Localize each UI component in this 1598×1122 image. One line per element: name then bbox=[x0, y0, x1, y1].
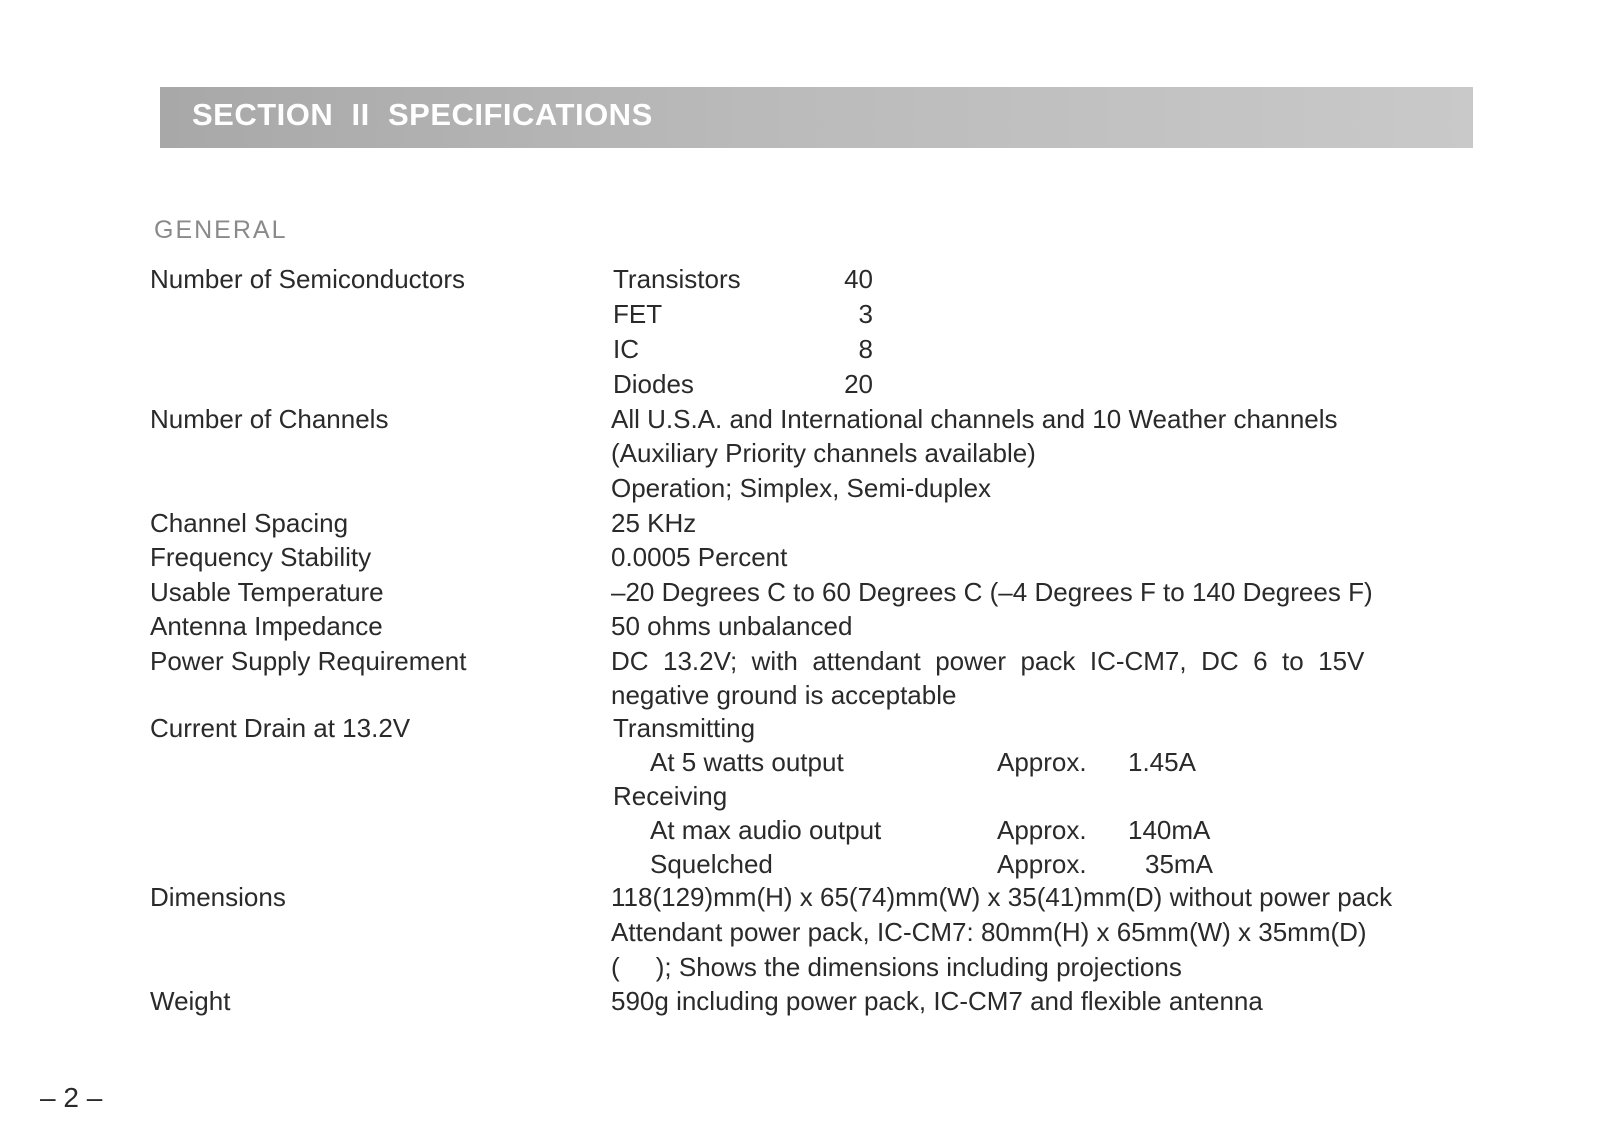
antenna-impedance-label: Antenna Impedance bbox=[150, 611, 383, 641]
frequency-stability-label: Frequency Stability bbox=[150, 542, 372, 572]
semiconductor-name: IC bbox=[613, 334, 639, 364]
semiconductor-count: 20 bbox=[844, 369, 873, 399]
drain-value: 35mA bbox=[1145, 849, 1213, 879]
semiconductor-name: FET bbox=[613, 299, 663, 329]
drain-approx: Approx. bbox=[997, 849, 1087, 879]
usable-temperature-label: Usable Temperature bbox=[150, 577, 384, 607]
transmitting-heading: Transmitting bbox=[613, 713, 756, 743]
semiconductor-count: 3 bbox=[858, 299, 873, 329]
weight-label: Weight bbox=[150, 986, 231, 1016]
drain-approx: Approx. bbox=[997, 815, 1087, 845]
drain-condition: Squelched bbox=[650, 849, 773, 879]
drain-value: 1.45A bbox=[1128, 747, 1196, 777]
semiconductor-name: Diodes bbox=[613, 369, 694, 399]
semiconductors-label: Number of Semiconductors bbox=[150, 264, 466, 294]
power-supply-line: negative ground is acceptable bbox=[611, 680, 957, 710]
current-drain-label: Current Drain at 13.2V bbox=[150, 713, 411, 743]
channel-spacing-label: Channel Spacing bbox=[150, 508, 349, 538]
semiconductor-name: Transistors bbox=[613, 264, 741, 294]
channels-line: Operation; Simplex, Semi-duplex bbox=[611, 473, 992, 503]
dimensions-line: ( ); Shows the dimensions including projections bbox=[611, 952, 1182, 982]
drain-condition: At max audio output bbox=[650, 815, 882, 845]
section-banner bbox=[160, 87, 1473, 148]
weight-value: 590g including power pack, IC-CM7 and flexible antenna bbox=[611, 986, 1263, 1016]
channels-line: (Auxiliary Priority channels available) bbox=[611, 438, 1036, 468]
semiconductor-count: 8 bbox=[858, 334, 873, 364]
drain-approx: Approx. bbox=[997, 747, 1087, 777]
power-supply-label: Power Supply Requirement bbox=[150, 646, 467, 676]
drain-value: 140mA bbox=[1128, 815, 1211, 845]
semiconductor-count: 40 bbox=[844, 264, 873, 294]
general-heading: GENERAL bbox=[154, 216, 288, 244]
dimensions-label: Dimensions bbox=[150, 882, 286, 912]
usable-temperature-value: –20 Degrees C to 60 Degrees C (–4 Degrees F to 140 Degrees F) bbox=[611, 577, 1373, 607]
page-number: – 2 – bbox=[40, 1082, 103, 1113]
drain-condition: At 5 watts output bbox=[650, 747, 844, 777]
receiving-heading: Receiving bbox=[613, 781, 728, 811]
section-title: SECTION II SPECIFICATIONS bbox=[192, 97, 653, 132]
dimensions-line: Attendant power pack, IC-CM7: 80mm(H) x 65mm(W) x 35mm(D) bbox=[611, 917, 1367, 947]
power-supply-line: DC 13.2V; with attendant power pack IC-CM7, DC 6 to 15V bbox=[611, 646, 1365, 676]
dimensions-line: 118(129)mm(H) x 65(74)mm(W) x 35(41)mm(D) without power pack bbox=[611, 882, 1393, 912]
antenna-impedance-value: 50 ohms unbalanced bbox=[611, 611, 853, 641]
channel-spacing-value: 25 KHz bbox=[611, 508, 697, 538]
frequency-stability-value: 0.0005 Percent bbox=[611, 542, 788, 572]
channels-label: Number of Channels bbox=[150, 404, 389, 434]
channels-line: All U.S.A. and International channels and 10 Weather channels bbox=[611, 404, 1338, 434]
